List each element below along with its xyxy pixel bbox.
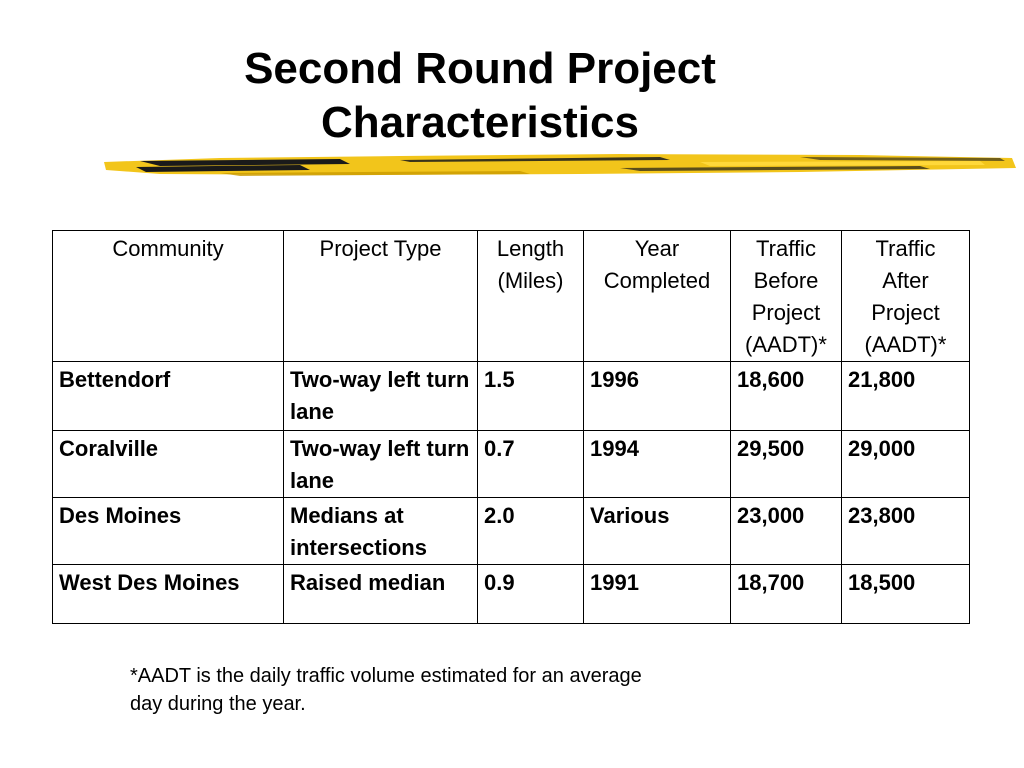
footnote-line-1: *AADT is the daily traffic volume estimated for an average xyxy=(130,665,642,687)
cell-year: Various xyxy=(584,498,731,565)
cell-project-type: Two-way left turn lane xyxy=(284,431,478,498)
brush-stroke-divider xyxy=(100,148,1018,182)
header-year-completed: Year Completed xyxy=(584,231,731,362)
cell-traffic-after: 29,000 xyxy=(842,431,970,498)
header-project-type: Project Type xyxy=(284,231,478,362)
cell-project-type: Medians at intersections xyxy=(284,498,478,565)
cell-community: Des Moines xyxy=(53,498,284,565)
footnote-line-2: day during the year. xyxy=(130,693,306,715)
title-line-1: Second Round Project xyxy=(244,44,716,93)
cell-year: 1996 xyxy=(584,362,731,431)
cell-length: 2.0 xyxy=(478,498,584,565)
cell-traffic-after: 23,800 xyxy=(842,498,970,565)
cell-year: 1994 xyxy=(584,431,731,498)
header-community: Community xyxy=(53,231,284,362)
cell-community: Coralville xyxy=(53,431,284,498)
cell-project-type: Raised median xyxy=(284,565,478,624)
cell-traffic-before: 18,700 xyxy=(731,565,842,624)
title-line-2: Characteristics xyxy=(321,98,639,147)
table-header-row xyxy=(53,231,970,362)
cell-project-type: Two-way left turn lane xyxy=(284,362,478,431)
cell-traffic-before: 18,600 xyxy=(731,362,842,431)
cell-year: 1991 xyxy=(584,565,731,624)
cell-traffic-after: 18,500 xyxy=(842,565,970,624)
cell-traffic-before: 23,000 xyxy=(731,498,842,565)
header-traffic-after: Traffic After Project (AADT)* xyxy=(842,231,970,362)
header-length: Length (Miles) xyxy=(478,231,584,362)
cell-community: Bettendorf xyxy=(53,362,284,431)
table-row xyxy=(53,498,970,565)
slide-title xyxy=(120,42,840,150)
project-characteristics-table xyxy=(52,230,970,624)
table-row xyxy=(53,362,970,431)
header-traffic-before: Traffic Before Project (AADT)* xyxy=(731,231,842,362)
cell-community: West Des Moines xyxy=(53,565,284,624)
aadt-footnote xyxy=(130,662,730,718)
table-row xyxy=(53,431,970,498)
cell-traffic-before: 29,500 xyxy=(731,431,842,498)
cell-length: 0.9 xyxy=(478,565,584,624)
cell-length: 1.5 xyxy=(478,362,584,431)
cell-length: 0.7 xyxy=(478,431,584,498)
cell-traffic-after: 21,800 xyxy=(842,362,970,431)
table-row xyxy=(53,565,970,624)
